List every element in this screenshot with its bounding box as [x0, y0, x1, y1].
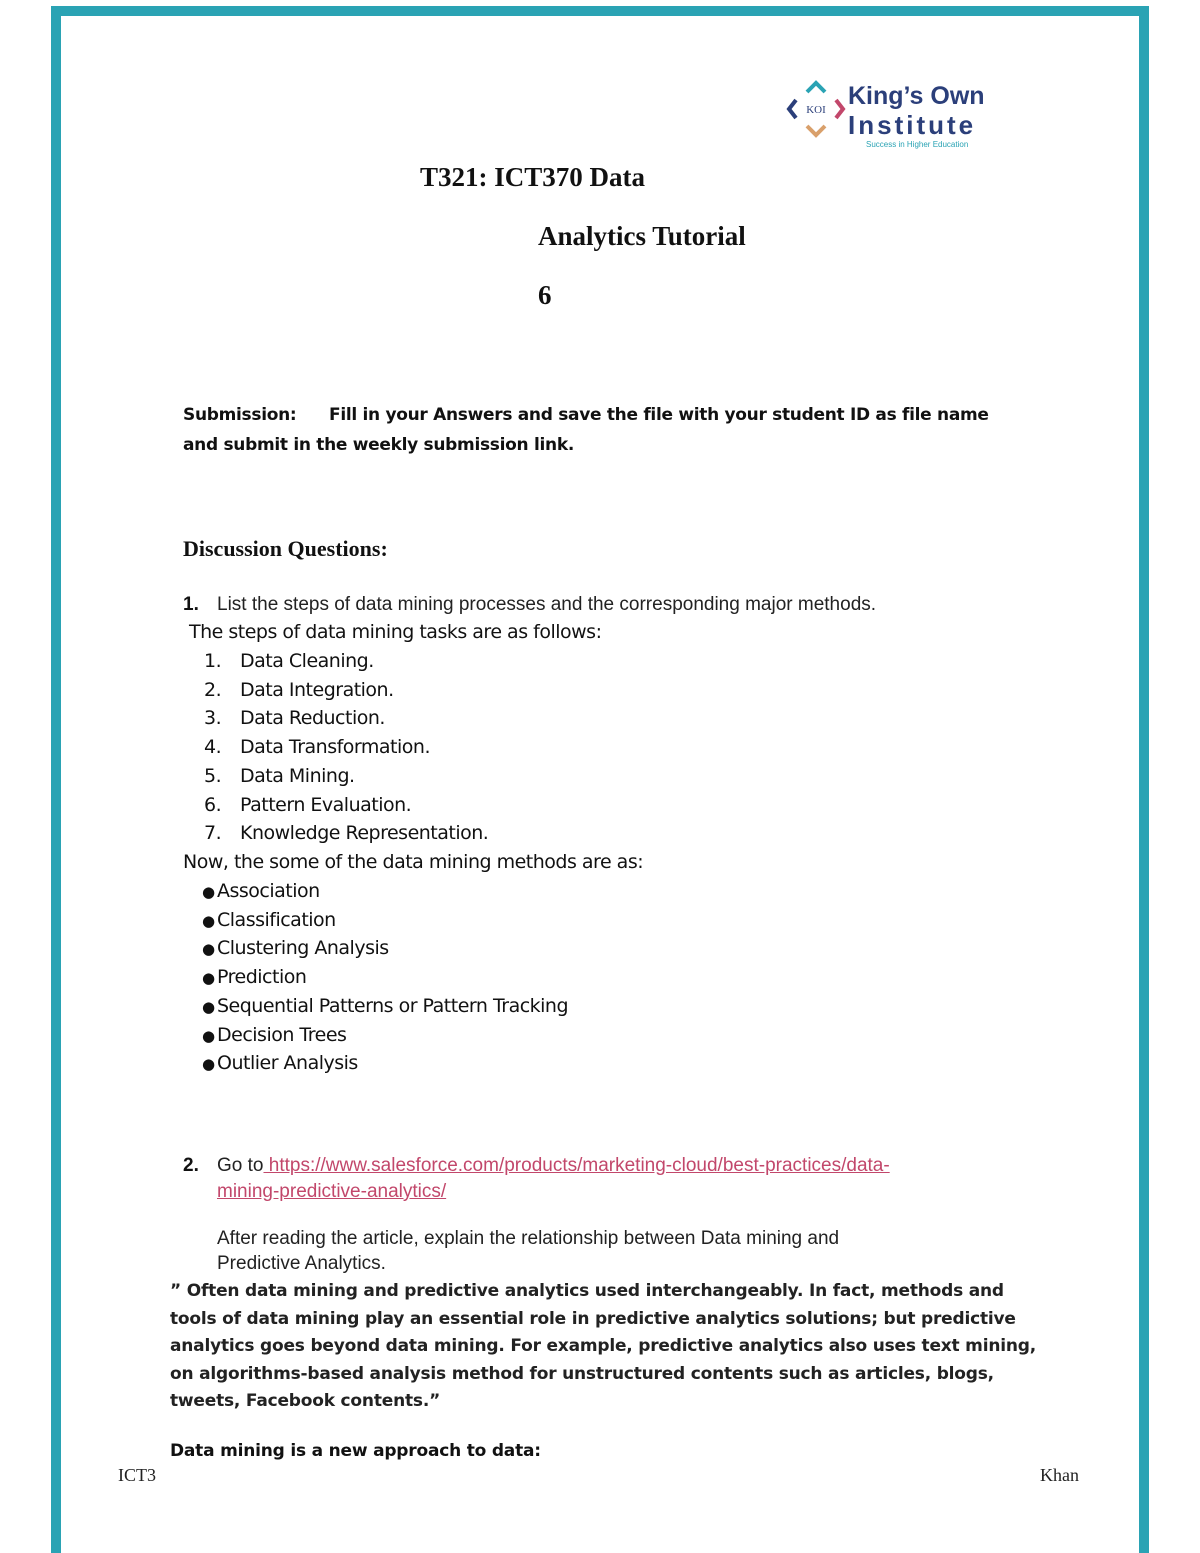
- question-2-text-2: Predictive Analytics.: [217, 1253, 386, 1274]
- method-text: Decision Trees: [217, 1023, 347, 1046]
- method-item: [202, 1052, 358, 1074]
- method-item: [202, 1024, 346, 1046]
- link-line-2: mining-predictive-analytics/: [217, 1181, 447, 1202]
- step-number: 1.: [204, 650, 222, 672]
- method-text: Prediction: [217, 966, 307, 989]
- step-number: 6.: [204, 793, 222, 816]
- step-item: [204, 765, 355, 787]
- method-text: Clustering Analysis: [217, 937, 389, 960]
- method-item: [202, 995, 568, 1017]
- answer-1-intro: The steps of data mining tasks are as follows:: [189, 621, 602, 643]
- question-1-number: 1.: [183, 594, 199, 615]
- koi-diamond-icon: [786, 78, 846, 140]
- koi-mark: KOI: [806, 104, 826, 116]
- bullet-icon: ●: [202, 969, 215, 988]
- salesforce-article-link[interactable]: [263, 1155, 889, 1176]
- method-text: Classification: [217, 908, 336, 931]
- step-number: 7.: [204, 822, 222, 845]
- method-item: [202, 937, 389, 959]
- submission-label: Submission:: [183, 405, 297, 425]
- step-number: 5.: [204, 764, 222, 787]
- step-item: [204, 650, 374, 672]
- step-item: [204, 794, 411, 816]
- step-text: Data Transformation.: [240, 736, 430, 759]
- step-text: Data Reduction.: [240, 707, 385, 730]
- method-text: Outlier Analysis: [217, 1052, 358, 1075]
- question-2-goto: [217, 1155, 890, 1177]
- link-line-1: https://www.salesforce.com/products/marketing-cloud/best-practices/data-: [263, 1155, 890, 1176]
- question-2-text-1: After reading the article, explain the relationship between Data mining and: [217, 1228, 840, 1249]
- step-text: Data Integration.: [240, 678, 394, 701]
- title-line-1: T321: ICT370 Data: [420, 162, 646, 192]
- step-item: [204, 707, 385, 729]
- step-number: 3.: [204, 707, 222, 730]
- title-line-2: Analytics Tutorial: [538, 221, 746, 251]
- logo-line-1: King’s Own: [848, 82, 985, 110]
- step-item: [204, 822, 488, 844]
- footer-right: Khan: [1040, 1465, 1079, 1485]
- footer-left: ICT3: [118, 1465, 156, 1485]
- logo-line-2: Institute: [848, 110, 977, 140]
- bullet-icon: ●: [202, 1026, 215, 1045]
- kings-own-institute-logo: [786, 78, 998, 152]
- question-2-link-cont: [217, 1181, 446, 1203]
- submission-instructions: [183, 400, 1013, 460]
- title-line-3: 6: [538, 280, 552, 310]
- bullet-icon: ●: [202, 911, 215, 930]
- submission-text: Fill in your Answers and save the file with your student ID as file name and submit in the weekly submission link.: [183, 405, 989, 455]
- bullet-icon: ●: [202, 1055, 215, 1074]
- step-item: [204, 736, 430, 758]
- step-number: 2.: [204, 678, 222, 701]
- step-text: Knowledge Representation.: [240, 822, 489, 845]
- answer-2-quote: ” Often data mining and predictive analytics used interchangeably. In fact, methods and tools of data mining play an essential role in predictive analytics solutions; but predictive analytics goes beyond data mining. For example, predictive analytics also uses text mining, on algorithms-based analysis method for unstructured contents such as articles, blogs, tweets, Facebook contents.”: [170, 1281, 1036, 1411]
- bullet-icon: ●: [202, 883, 215, 901]
- step-text: Data Mining.: [240, 764, 355, 787]
- logo-tagline: Success in Higher Education: [866, 140, 969, 149]
- salesforce-article-link-continued[interactable]: [217, 1181, 446, 1202]
- question-1-text: List the steps of data mining processes and the corresponding major methods.: [217, 594, 877, 615]
- method-text: Association: [217, 880, 320, 902]
- goto-text: Go to: [217, 1155, 264, 1176]
- method-text: Sequential Patterns or Pattern Tracking: [217, 994, 569, 1017]
- step-text: Pattern Evaluation.: [240, 793, 412, 816]
- method-item: [202, 966, 306, 988]
- discussion-heading: Discussion Questions:: [183, 536, 388, 561]
- step-item: [204, 679, 394, 701]
- step-number: 4.: [204, 736, 222, 759]
- question-2-number: 2.: [183, 1155, 199, 1176]
- bullet-icon: ●: [202, 940, 215, 959]
- method-item: [202, 909, 336, 931]
- answer-2-last-line: Data mining is a new approach to data:: [170, 1441, 541, 1461]
- methods-intro: Now, the some of the data mining methods are as:: [183, 851, 644, 873]
- method-item: [202, 880, 320, 902]
- bullet-icon: ●: [202, 997, 215, 1016]
- step-text: Data Cleaning.: [240, 650, 374, 672]
